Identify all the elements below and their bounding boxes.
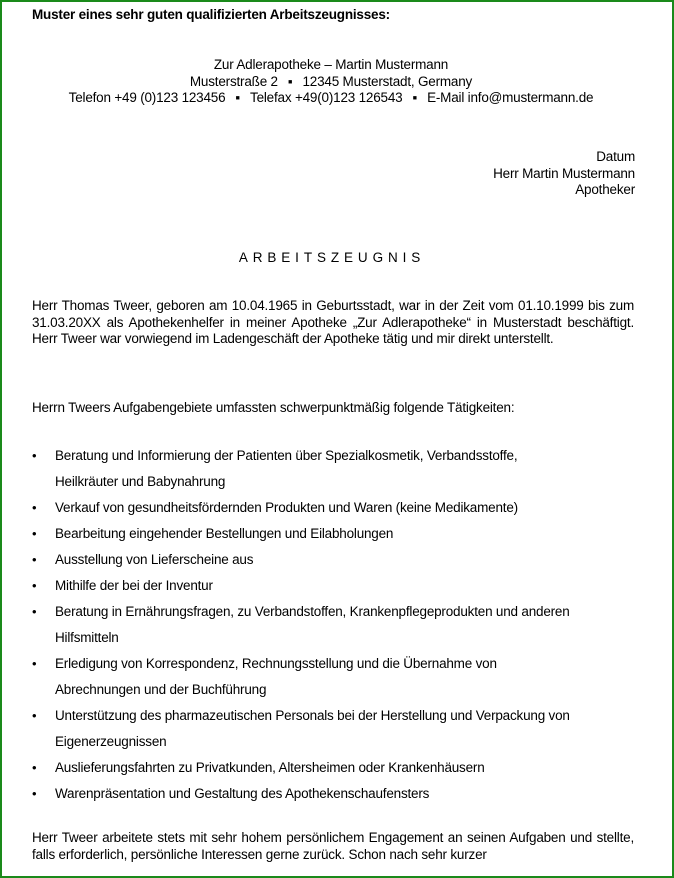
list-item	[2, 755, 634, 781]
letterhead	[30, 57, 632, 107]
bullet-icon: •	[32, 448, 37, 463]
list-item-text: Beratung und Informierung der Patienten über Spezialkosmetik, Verbandsstoffe,	[55, 448, 518, 463]
bullet-icon: •	[32, 578, 37, 593]
list-item	[2, 495, 634, 521]
list-item	[2, 521, 634, 547]
task-list	[2, 443, 634, 807]
document-heading: Muster eines sehr guten qualifizierten Arbeitszeugnisses:	[32, 7, 390, 22]
list-item	[2, 599, 634, 651]
list-item	[2, 703, 634, 755]
tasks-intro-paragraph: Herrn Tweers Aufgabengebiete umfassten schwerpunktmäßig folgende Tätigkeiten:	[32, 400, 515, 415]
recipient-date: Datum	[596, 149, 635, 164]
recipient-role: Apotheker	[575, 182, 635, 197]
letterhead-fax: Telefax +49(0)123 126543	[250, 90, 403, 105]
letterhead-city: 12345 Musterstadt, Germany	[302, 73, 473, 89]
list-item-text-continued: Heilkräuter und Babynahrung	[55, 474, 226, 489]
bullet-icon: •	[32, 604, 37, 619]
list-item	[2, 651, 634, 703]
list-item-text-continued: Abrechnungen und der Buchführung	[55, 682, 267, 697]
list-item	[2, 547, 634, 573]
bullet-icon: •	[32, 656, 37, 671]
document-title: ARBEITSZEUGNIS	[238, 250, 426, 265]
recipient-name: Herr Martin Mustermann	[493, 165, 635, 181]
letterhead-phone: Telefon +49 (0)123 123456	[68, 90, 226, 105]
list-item	[2, 443, 634, 495]
letterhead-street: Musterstraße 2	[189, 73, 278, 89]
list-item-text: Warenpräsentation und Gestaltung des Apothekenschaufensters	[55, 786, 430, 801]
bullet-icon: •	[32, 526, 37, 541]
list-item-text: Auslieferungsfahrten zu Privatkunden, Altersheimen oder Krankenhäusern	[55, 760, 485, 775]
list-item-text: Mithilfe der bei der Inventur	[55, 578, 213, 593]
list-item-text: Bearbeitung eingehender Bestellungen und Eilabholungen	[55, 526, 394, 541]
letterhead-contact-line	[30, 90, 632, 107]
separator-glyph: ▪	[412, 90, 418, 105]
bullet-icon: •	[32, 708, 37, 723]
separator-glyph: ▪	[235, 90, 241, 105]
list-item-text: Ausstellung von Lieferscheine aus	[55, 552, 254, 567]
letterhead-company: Zur Adlerapotheke – Martin Mustermann	[213, 57, 449, 72]
list-item-text-continued: Eigenerzeugnissen	[55, 734, 167, 749]
list-item-text: Beratung in Ernährungsfragen, zu Verbandstoffen, Krankenpflegeprodukten und anderen	[55, 604, 570, 619]
bullet-icon: •	[32, 552, 37, 567]
bullet-icon: •	[32, 500, 37, 515]
separator-glyph: ▪	[287, 73, 293, 89]
closing-paragraph: Herr Tweer arbeitete stets mit sehr hohem persönlichem Engagement an seinen Aufgaben und stellte, falls erforderlich, persönliche Interessen gerne zurück. Schon nach sehr kurzer	[32, 830, 634, 862]
list-item-text: Erledigung von Korrespondenz, Rechnungsstellung und die Übernahme von	[55, 656, 497, 671]
letterhead-address-line	[30, 74, 632, 91]
letterhead-email: E-Mail info@mustermann.de	[427, 90, 594, 105]
intro-paragraph: Herr Thomas Tweer, geboren am 10.04.1965 in Geburtsstadt, war in der Zeit vom 01.10.1999 bis zum 31.03.20XX als Apothekenhelfer in meiner Apotheke „Zur Adlerapotheke“ in Musterstadt beschäftigt. Herr Tweer war vorwiegend im Ladengeschäft der Apotheke tätig und mir direkt unterstellt.	[32, 298, 634, 346]
list-item-text: Verkauf von gesundheitsfördernden Produkten und Waren (keine Medikamente)	[55, 500, 518, 515]
list-item	[2, 781, 634, 807]
list-item-text-continued: Hilfsmitteln	[55, 630, 119, 645]
bullet-icon: •	[32, 760, 37, 775]
bullet-icon: •	[32, 786, 37, 801]
list-item	[2, 573, 634, 599]
list-item-text: Unterstützung des pharmazeutischen Personals bei der Herstellung und Verpackung von	[55, 708, 570, 723]
recipient-block	[493, 149, 635, 199]
